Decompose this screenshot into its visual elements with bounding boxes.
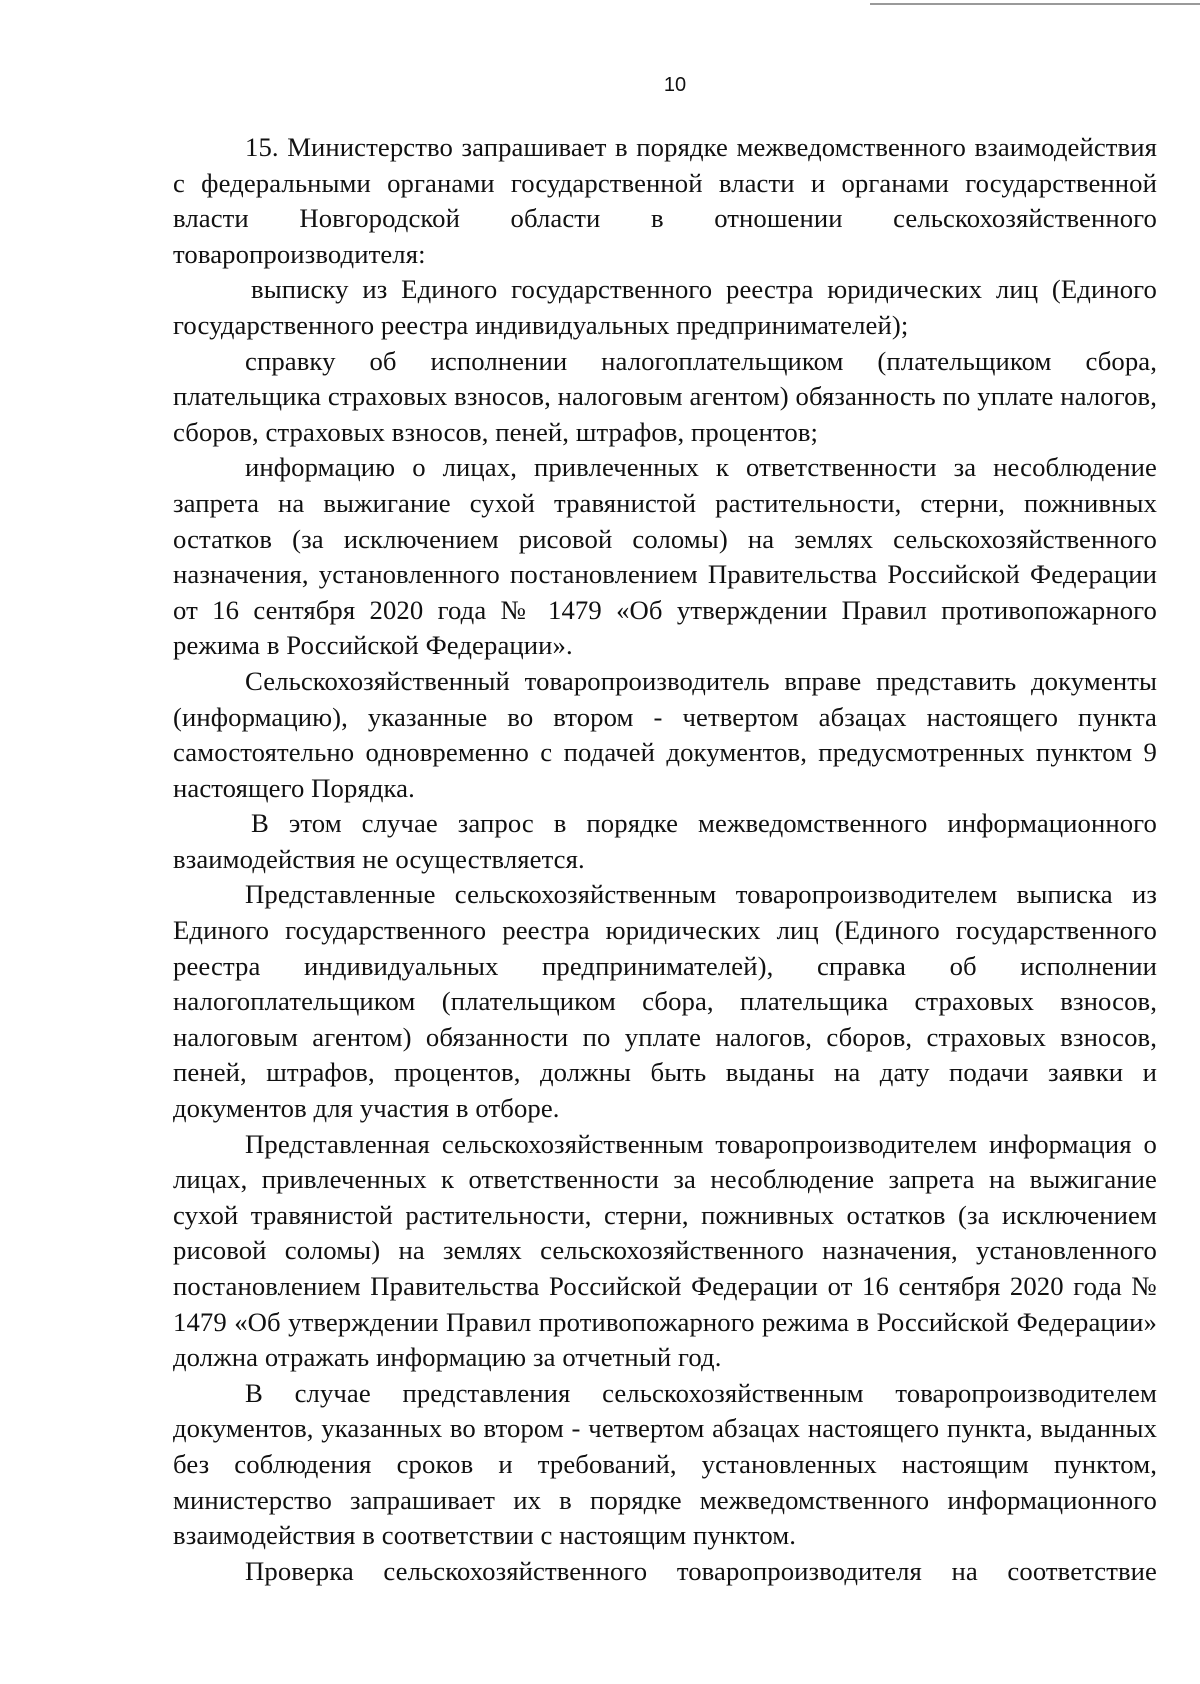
paragraph-tax-certificate: справку об исполнении налогоплательщиком (плательщиком сбора, плательщика страховых взносов, налоговым агентом) обязанность по уплате налогов, сборов, страховых взносов, пеней, штрафов, процентов; — [173, 345, 1157, 447]
paragraph-reporting-year: Представленная сельскохозяйственным товаропроизводителем информация о лицах, привлеченных к ответственности за несоблюдение запрета на выжигание сухой травянистой растительности, стерни, пожнивных остатков (за исключением рисовой соломы) на землях сельскохозяйственного назначения, установленного постановлением Правительства Российской Федерации от 16 сентября 2020 года № 1479 «Об утверждении Правил противопожарного режима в Российской Федерации» должна отражать информацию за отчетный год. — [173, 1128, 1157, 1373]
document-body — [173, 130, 1157, 1589]
paragraph-document-dates: Представленные сельскохозяйственным товаропроизводителем выписка из Единого государственного реестра юридических лиц (Единого государственного реестра индивидуальных предпринимателей), справка об исполнении налогоплательщиком (плательщиком сбора, плательщика страховых взносов, налоговым агентом) обязанности по уплате налогов, сборов, страховых взносов, пеней, штрафов, процентов, должны быть выданы на дату подачи заявки и документов для участия в отборе. — [173, 879, 1157, 1124]
paragraph-fire-violations-info: информацию о лицах, привлеченных к ответственности за несоблюдение запрета на выжигание сухой травянистой растительности, стерни, пожнивных остатков (за исключением рисовой соломы) на землях сельскохозяйственного назначения, установленного постановлением Правительства Российской Федерации от 16 сентября 2020 года № 1479 «Об утверждении Правил противопожарного режима в Российской Федерации». — [173, 452, 1157, 661]
paragraph-no-request: В этом случае запрос в порядке межведомственного информационного взаимодействия не осуществляется. — [173, 808, 1157, 874]
page-number: 10 — [663, 74, 687, 96]
paragraph-compliance-check: Проверка сельскохозяйственного товаропроизводителя на соответствие — [245, 1555, 1157, 1586]
paragraph-invalid-documents: В случае представления сельскохозяйственным товаропроизводителем документов, указанных во втором - четвертом абзацах настоящего пункта, выданных без соблюдения сроков и требований, установленных настоящим пунктом, министерство запрашивает их в порядке межведомственного информационного взаимодействия в соответствии с настоящим пунктом. — [173, 1377, 1157, 1551]
scan-edge-line — [870, 3, 1200, 5]
paragraph-egrul-extract: выписку из Единого государственного реестра юридических лиц (Единого государственного реестра индивидуальных предпринимателей); — [173, 274, 1157, 340]
paragraph-item-15: 15. Министерство запрашивает в порядке межведомственного взаимодействия с федеральными органами государственной власти и органами государственной власти Новгородской области в отношении сельскохозяйственного товаропроизводителя: — [173, 132, 1157, 269]
paragraph-self-submission: Сельскохозяйственный товаропроизводитель вправе представить документы (информацию), указанные во втором - четвертом абзацах настоящего пункта самостоятельно одновременно с подачей документов, предусмотренных пунктом 9 настоящего Порядка. — [173, 665, 1157, 803]
